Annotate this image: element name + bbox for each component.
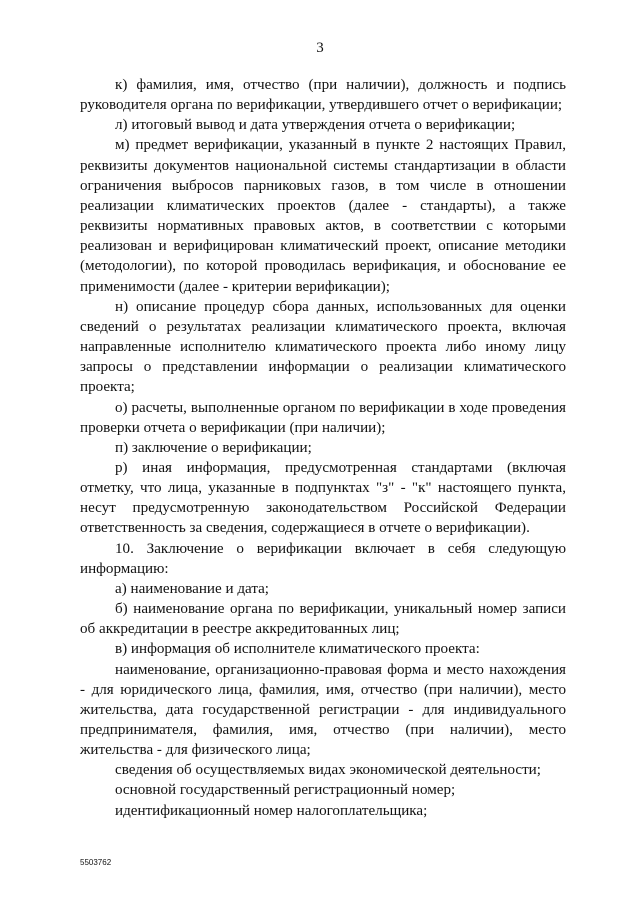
paragraph-v: в) информация об исполнителе климатического проекта: <box>115 641 480 658</box>
paragraph-v-name: наименование, организационно-правовая форма и место нахождения - для юридического лица, фамилия, имя, отчество (при наличии), место жительства, дата государственной регистрации - для индивидуального предпринимателя, фамилия, имя, отчество (при наличии), место жительства - для физического лица; <box>80 661 566 759</box>
paragraph-p: п) заключение о верификации; <box>115 439 312 456</box>
paragraph-v-activity: сведения об осуществляемых видах экономической деятельности; <box>115 762 541 779</box>
page-number: 3 <box>316 40 324 56</box>
paragraph-k: к) фамилия, имя, отчество (при наличии), должность и подпись руководителя органа по верификации, утвердившего отчет о верификации; <box>80 77 566 114</box>
paragraph-n: н) описание процедур сбора данных, использованных для оценки сведений о результатах реализации климатического проекта, включая направленные исполнителю климатического проекта либо иному лицу запросы о представлении информации о реализации климатического проекта; <box>80 298 566 396</box>
paragraph-a: а) наименование и дата; <box>115 580 269 597</box>
document-code: 5503762 <box>80 858 112 867</box>
paragraph-10: 10. Заключение о верификации включает в себя следующую информацию: <box>80 540 566 577</box>
paragraph-v-inn: идентификационный номер налогоплательщика; <box>115 802 428 819</box>
paragraph-r: р) иная информация, предусмотренная стандартами (включая отметку, что лица, указанные в подпунктах "з" - "к" настоящего пункта, несут предусмотренную законодательством Российской Федерации ответственность за сведения, содержащиеся в отчете о верификации). <box>80 459 566 537</box>
paragraph-v-ogrn: основной государственный регистрационный номер; <box>115 782 456 799</box>
document-body <box>80 75 566 821</box>
paragraph-o: о) расчеты, выполненные органом по верификации в ходе проведения проверки отчета о верификации (при наличии); <box>80 399 566 436</box>
paragraph-m: м) предмет верификации, указанный в пункте 2 настоящих Правил, реквизиты документов национальной системы стандартизации в области ограничения выбросов парниковых газов, в том числе в отношении реализации климатических проектов (далее - стандарты), а также реквизиты нормативных правовых актов, в соответствии с которыми реализован и верифицирован климатический проект, описание методики (методологии), по которой проводилась верификация, и обоснование ее применимости (далее - критерии верификации); <box>80 137 566 295</box>
paragraph-l: л) итоговый вывод и дата утверждения отчета о верификации; <box>115 117 516 134</box>
paragraph-b: б) наименование органа по верификации, уникальный номер записи об аккредитации в реестре аккредитованных лиц; <box>80 601 566 638</box>
